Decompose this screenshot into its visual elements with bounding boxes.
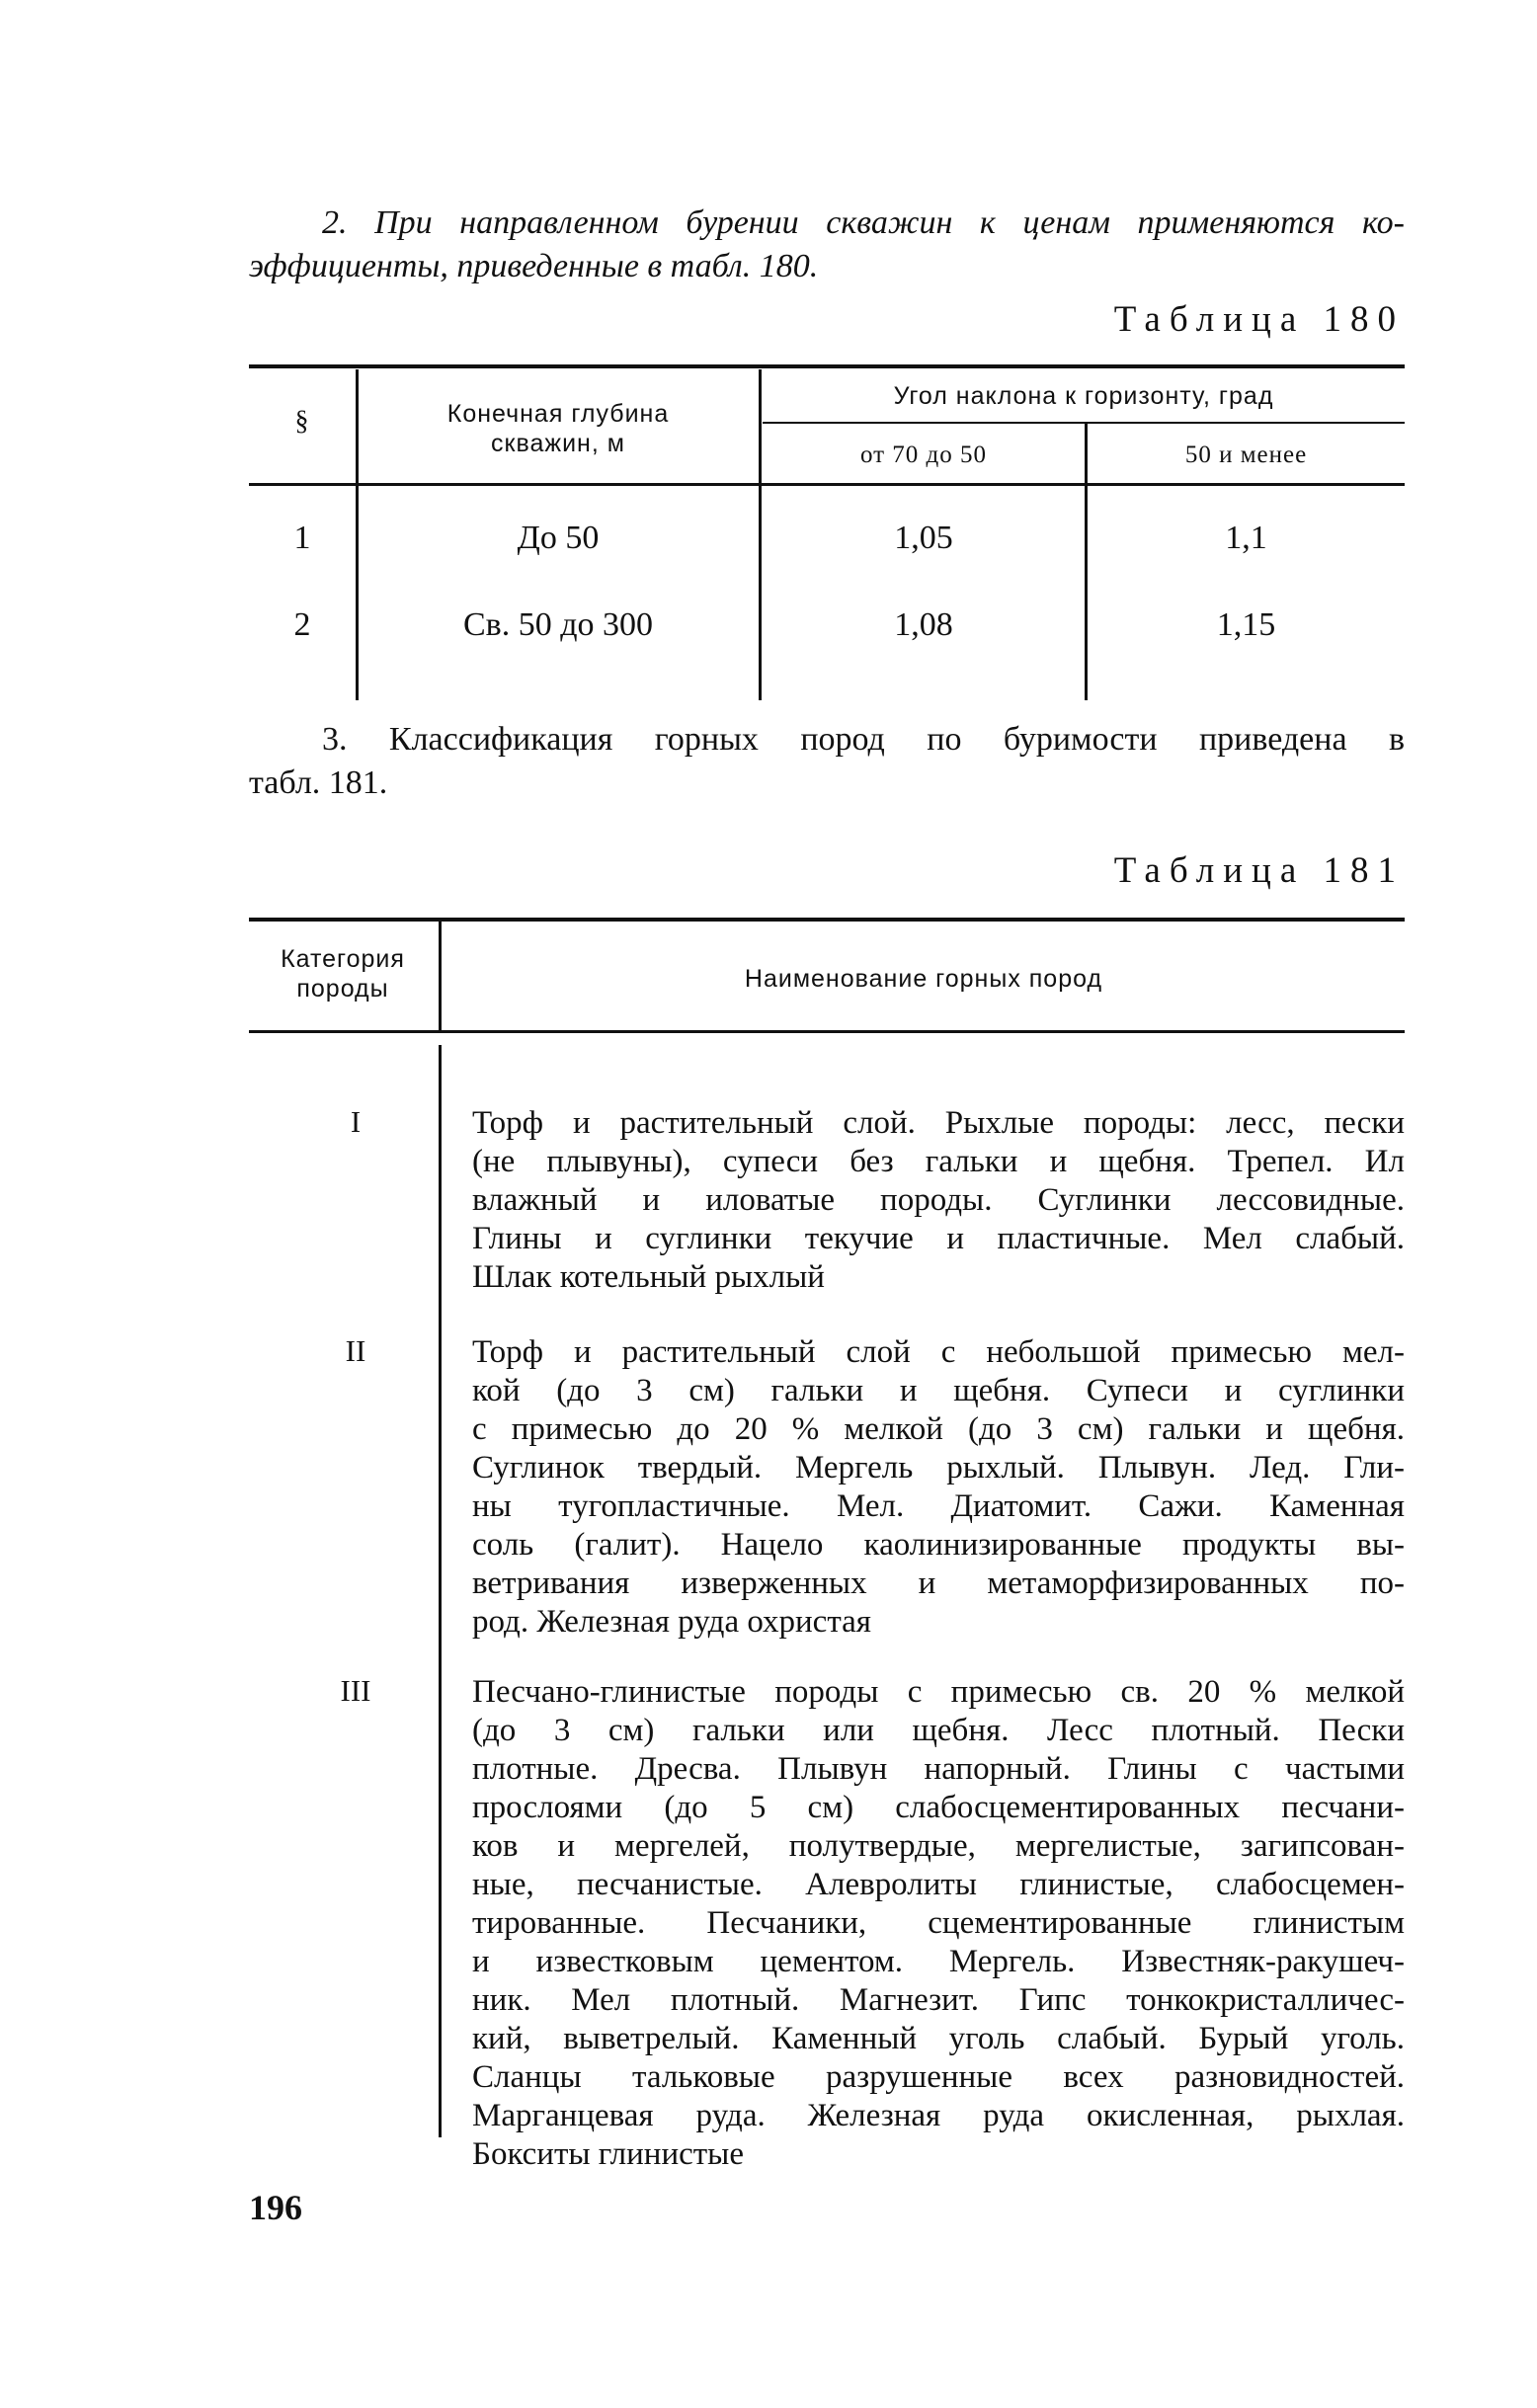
description-line: соль (галит). Нацело каолинизированные продукты вы- (472, 1527, 1405, 1563)
row-description (472, 1104, 1405, 1297)
row-description (472, 1333, 1405, 1642)
row-category: I (350, 1104, 362, 1139)
description-line: и известковым цементом. Мергель. Известняк-ракушеч- (472, 1944, 1405, 1979)
table-top-rule (249, 918, 1405, 922)
row-number: 1 (293, 520, 311, 556)
description-line: Бокситы глинистые (472, 2136, 745, 2172)
description-line: кой (до 3 см) гальки и щебня. Супеси и суглинки (472, 1373, 1405, 1408)
row-value: 1,15 (1216, 606, 1276, 643)
table-top-rule (249, 364, 1405, 368)
header-angle-group: Угол наклона к горизонту, град (893, 382, 1274, 410)
row-value: 1,05 (894, 520, 953, 556)
description-line: плотные. Дресва. Плывун напорный. Глины с частыми (472, 1751, 1405, 1787)
description-line: ны тугопластичные. Мел. Диатомит. Сажи. Каменная (472, 1488, 1405, 1524)
description-line: род. Железная руда охристая (472, 1604, 871, 1640)
description-line: Торф и растительный слой. Рыхлые породы: лесс, пески (472, 1105, 1405, 1141)
description-line: ков и мергелей, полутвердые, мергелистые, загипсован- (472, 1828, 1405, 1864)
row-depth: Св. 50 до 300 (462, 606, 654, 643)
header-depth-line: Конечная глубина (446, 400, 670, 428)
table-180-caption: Таблица 180 (1113, 299, 1405, 340)
description-line: Торф и растительный слой с небольшой примесью мел- (472, 1334, 1405, 1370)
description-line: ник. Мел плотный. Магнезит. Гипс тонкокристалличес- (472, 1982, 1405, 2018)
header-rock-name: Наименование горных пород (744, 965, 1103, 993)
description-line: прослоями (до 5 см) слабосцементированных песчани- (472, 1790, 1405, 1825)
header-category-line: Категория (281, 945, 405, 973)
row-category: III (340, 1673, 371, 1708)
description-line: Глины и суглинки текучие и пластичные. Мел слабый. (472, 1221, 1405, 1256)
description-line: Песчано-глинистые породы с примесью св. 20 % мелкой (472, 1674, 1405, 1710)
paragraph-line: 2. При направленном бурении скважин к ценам применяются ко- (322, 204, 1405, 241)
column-divider (759, 369, 762, 700)
row-value: 1,1 (1225, 520, 1267, 556)
header-angle-1: от 70 до 50 (859, 441, 988, 468)
header-split-rule (763, 422, 1405, 424)
header-section-sign: § (294, 406, 310, 437)
description-line: ные, песчанистые. Алевролиты глинистые, слабосцемен- (472, 1867, 1405, 1902)
header-bottom-rule (249, 483, 1405, 486)
column-divider (439, 922, 442, 1030)
header-category-line: породы (296, 975, 389, 1003)
header-bottom-rule (249, 1030, 1405, 1033)
paragraph-line: эффициенты, приведенные в табл. 180. (249, 248, 819, 284)
paragraph-2 (249, 201, 1405, 288)
description-line: ветривания изверженных и метаморфизированных по- (472, 1565, 1405, 1601)
description-line: кий, выветрелый. Каменный уголь слабый. Бурый уголь. (472, 2021, 1405, 2056)
paragraph-line: табл. 181. (249, 764, 388, 801)
row-depth: До 50 (517, 520, 600, 556)
column-divider (439, 1045, 442, 2137)
description-line: тированные. Песчаники, сцементированные глинистым (472, 1905, 1405, 1941)
description-line: Шлак котельный рыхлый (472, 1259, 825, 1295)
description-line: (до 3 см) гальки или щебня. Лесс плотный. Пески (472, 1713, 1405, 1748)
header-angle-2: 50 и менее (1184, 441, 1308, 468)
paragraph-3 (249, 718, 1405, 805)
row-category: II (345, 1333, 366, 1368)
description-line: Суглинок твердый. Мергель рыхлый. Плывун. Лед. Гли- (472, 1450, 1405, 1485)
page-number: 196 (249, 2188, 302, 2227)
description-line: влажный и иловатые породы. Суглинки лессовидные. (472, 1182, 1405, 1218)
row-description (472, 1673, 1405, 2174)
description-line: с примесью до 20 % мелкой (до 3 см) гальки и щебня. (472, 1411, 1405, 1447)
description-line: (не плывуны), супеси без гальки и щебня. Трепел. Ил (472, 1144, 1405, 1179)
description-line: Сланцы тальковые разрушенные всех разновидностей. (472, 2059, 1405, 2095)
row-number: 2 (293, 606, 311, 643)
header-category (249, 944, 437, 1003)
paragraph-line: 3. Классификация горных пород по буримости приведена в (322, 721, 1405, 758)
table-181-caption: Таблица 181 (1113, 850, 1405, 891)
row-value: 1,08 (894, 606, 953, 643)
header-depth (358, 399, 759, 458)
description-line: Марганцевая руда. Железная руда окисленная, рыхлая. (472, 2098, 1405, 2133)
header-depth-line: скважин, м (491, 430, 625, 457)
